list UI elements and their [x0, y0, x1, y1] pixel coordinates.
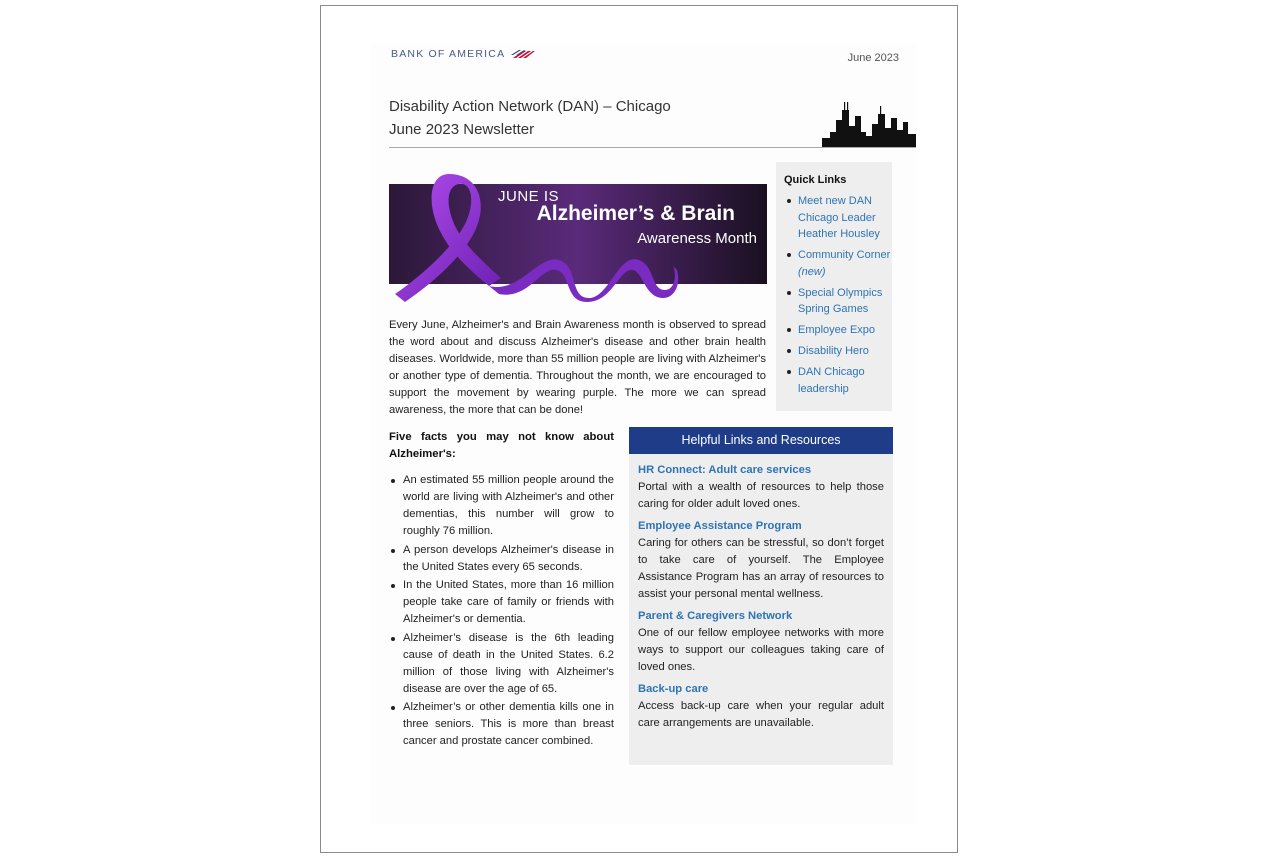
quick-links-title: Quick Links: [784, 174, 847, 186]
banner-line-1: JUNE IS: [497, 188, 559, 205]
title-line-1: Disability Action Network (DAN) – Chicago: [389, 98, 671, 115]
intro-paragraph: Every June, Alzheimer's and Brain Awareness month is observed to spread the word about and discuss Alzheimer's disease and other brain health diseases. Worldwide, more than 55 million people are living with Alzheimer's or another type of dementia. Throughout the month, we are encouraged to support the movement by wearing purple. The more we can spread awareness, the more that can be done!: [389, 319, 766, 416]
banner-line-2: Alzheimer’s & Brain: [536, 202, 735, 225]
fact-item: Alzheimer’s or other dementia kills one in three seniors. This is more than breast cancer and prostate cancer combined.: [389, 699, 614, 750]
fact-item: An estimated 55 million people around the world are living with Alzheimer's and other dementias, this number will grow to roughly 76 million.: [389, 472, 614, 540]
quick-link-dan-leadership[interactable]: DAN Chicago leadership: [784, 364, 894, 397]
resource-item: [638, 462, 884, 513]
quick-link-dan-leader[interactable]: Meet new DAN Chicago Leader Heather Housley: [784, 193, 894, 243]
quick-links-panel: [776, 162, 892, 411]
helpful-links-panel: [629, 427, 893, 765]
bank-logo: [391, 48, 535, 60]
quick-link-community-corner[interactable]: Community Corner (new): [784, 247, 894, 280]
quick-link-employee-expo[interactable]: Employee Expo: [784, 322, 894, 339]
resource-link-backup-care[interactable]: Back-up care: [638, 683, 709, 695]
new-tag: (new): [798, 265, 826, 278]
banner-line-3: Awareness Month: [637, 230, 757, 247]
logo-text: BANK OF AMERICA: [391, 48, 506, 60]
newsletter-content: [371, 44, 916, 824]
flag-icon: [509, 48, 535, 60]
newsletter-page: [320, 5, 958, 853]
helpful-links-list: [638, 462, 884, 737]
resource-description: Access back-up care when your regular adult care arrangements are unavailable.: [638, 700, 884, 729]
newsletter-title: [389, 95, 671, 141]
resource-link-eap[interactable]: Employee Assistance Program: [638, 520, 802, 532]
facts-list: [389, 472, 614, 752]
resource-description: Caring for others can be stressful, so don’t forget to take care of yourself. The Employee Assistance Program has an array of resources to assist your personal mental wellness.: [638, 537, 884, 600]
helpful-links-title: Helpful Links and Resources: [629, 427, 893, 454]
resource-item: [638, 518, 884, 603]
quick-link-disability-hero[interactable]: Disability Hero: [784, 343, 894, 360]
fact-item: Alzheimer’s disease is the 6th leading cause of death in the United States. 6.2 million of those living with Alzheimer's disease are over the age of 65.: [389, 630, 614, 698]
chicago-skyline-icon: [820, 102, 916, 148]
resource-link-hr-connect[interactable]: HR Connect: Adult care services: [638, 464, 812, 476]
facts-heading: Five facts you may not know about Alzheimer's:: [389, 431, 614, 460]
quick-link-special-olympics[interactable]: Special Olympics Spring Games: [784, 285, 894, 318]
fact-item: A person develops Alzheimer's disease in the United States every 65 seconds.: [389, 542, 614, 576]
header-divider: [389, 147, 916, 148]
fact-item: In the United States, more than 16 million people take care of family or friends with Alzheimer's or dementia.: [389, 577, 614, 628]
title-line-2: June 2023 Newsletter: [389, 121, 535, 138]
resource-link-parent-caregivers[interactable]: Parent & Caregivers Network: [638, 610, 793, 622]
resource-description: Portal with a wealth of resources to help those caring for older adult loved ones.: [638, 481, 884, 510]
quick-links-list: [784, 193, 894, 402]
resource-item: [638, 681, 884, 732]
resource-item: [638, 608, 884, 676]
resource-description: One of our fellow employee networks with more ways to support our colleagues taking care of loved ones.: [638, 627, 884, 673]
newsletter-date: June 2023: [847, 52, 899, 64]
awareness-banner: [389, 174, 769, 302]
